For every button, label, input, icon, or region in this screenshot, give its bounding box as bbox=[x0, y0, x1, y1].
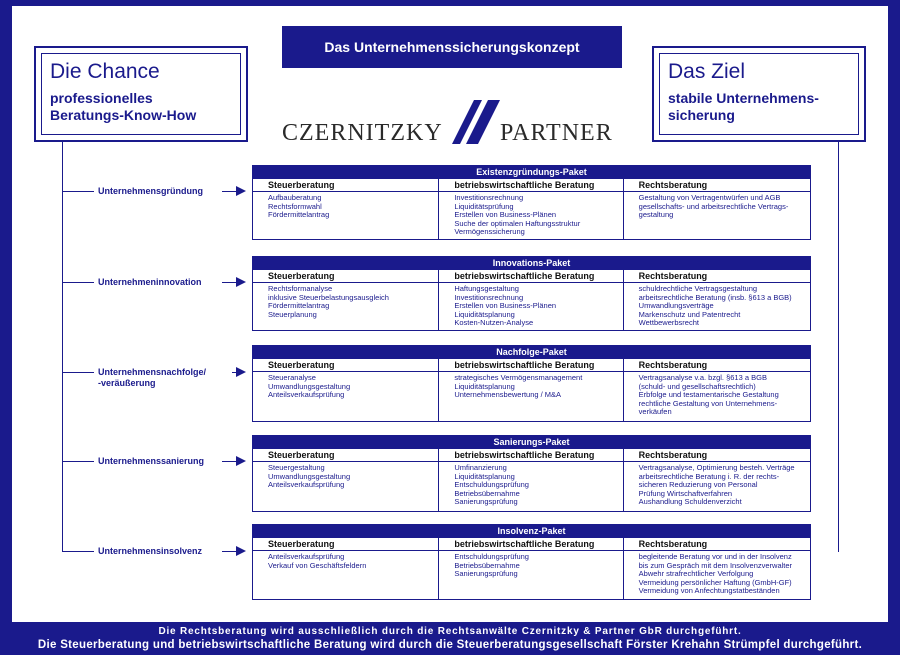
list-item: Markenschutz und Patentrecht bbox=[638, 309, 741, 319]
left-connector-line bbox=[62, 140, 63, 552]
stage-label: Unternehmeninnovation bbox=[98, 277, 202, 287]
chance-line-2: Beratungs-Know-How bbox=[50, 107, 197, 123]
column-header: betriebswirtschaftliche Beratung bbox=[439, 538, 622, 551]
list-item: Betriebsübernahme bbox=[454, 560, 520, 570]
branch-line bbox=[62, 551, 94, 552]
column-header: Steuerberatung bbox=[253, 359, 438, 372]
logo-word-right: PARTNER bbox=[500, 120, 613, 146]
list-item: Rechtsformanalyse bbox=[268, 284, 333, 293]
column-steuer bbox=[253, 538, 439, 599]
column-header: Steuerberatung bbox=[253, 179, 438, 192]
arrow-line bbox=[222, 282, 236, 283]
list-item: gestaltung bbox=[638, 210, 674, 220]
package-title: Nachfolge-Paket bbox=[253, 346, 810, 359]
branch-line bbox=[62, 372, 94, 373]
column-bwl bbox=[439, 449, 623, 511]
list-item: Sanierungsprüfung bbox=[454, 569, 518, 579]
branch-line bbox=[62, 191, 94, 192]
list-item: Anteilsverkaufsprüfung bbox=[268, 552, 345, 561]
list-item: Liquiditätsplanung bbox=[454, 471, 515, 481]
column-bwl bbox=[439, 538, 623, 599]
package-title: Existenzgründungs-Paket bbox=[253, 166, 810, 179]
list-item: Prüfung Wirtschaftverfahren bbox=[638, 488, 733, 498]
ziel-heading: Das Ziel bbox=[668, 60, 746, 83]
list-item: Liquiditätsprüfung bbox=[454, 201, 514, 211]
column-recht bbox=[624, 449, 810, 511]
arrow-right-icon bbox=[236, 546, 246, 556]
list-item: Suche der optimalen Haftungsstruktur bbox=[454, 218, 581, 228]
column-bwl bbox=[439, 179, 623, 239]
list-item: verkäufen bbox=[638, 407, 672, 417]
list-item: inklusive Steuerbelastungsausgleich bbox=[268, 292, 389, 302]
column-recht bbox=[624, 359, 810, 421]
list-item: Umfinanzierung bbox=[454, 463, 507, 472]
list-item: Steuergestaltung bbox=[268, 463, 325, 472]
list-item: Investitionsrechnung bbox=[454, 292, 524, 302]
list-item: Abwehr strafrechtlicher Verfolgung bbox=[638, 569, 754, 579]
chance-line-1: professionelles bbox=[50, 90, 153, 106]
list-item: Vermögenssicherung bbox=[454, 227, 525, 237]
list-item: Anteilsverkaufsprüfung bbox=[268, 480, 345, 490]
arrow-line bbox=[222, 191, 236, 192]
list-item: Verkauf von Geschäftsfeldern bbox=[268, 560, 367, 570]
column-steuer bbox=[253, 449, 439, 511]
column-header: betriebswirtschaftliche Beratung bbox=[439, 179, 622, 192]
list-item: Erstellen von Business-Plänen bbox=[454, 301, 557, 311]
list-item: Liquiditätsplanung bbox=[454, 309, 515, 319]
package-existenzgruendung bbox=[252, 165, 811, 240]
list-item: Aufbauberatung bbox=[268, 193, 322, 202]
chance-subtitle bbox=[50, 90, 196, 124]
stage-label bbox=[98, 367, 206, 389]
list-item: Investitionsrechnung bbox=[454, 193, 524, 202]
column-header: Steuerberatung bbox=[253, 270, 438, 283]
column-bwl bbox=[439, 270, 623, 330]
package-nachfolge bbox=[252, 345, 811, 422]
left-frame bbox=[0, 0, 12, 622]
logo-word-left: CZERNITZKY bbox=[282, 120, 443, 146]
list-item: bis zum Gespräch mit dem Insolvenzverwalter bbox=[638, 560, 793, 570]
list-item: Erbfolge und testamentarische Gestaltung bbox=[638, 390, 779, 400]
chance-box bbox=[34, 46, 248, 142]
list-item: Sanierungsprüfung bbox=[454, 497, 518, 507]
list-item: rechtliche Gestaltung von Unternehmens- bbox=[638, 398, 778, 408]
arrow-right-icon bbox=[236, 456, 246, 466]
list-item: Entschuldungsprüfung bbox=[454, 552, 529, 561]
column-header: betriebswirtschaftliche Beratung bbox=[439, 270, 622, 283]
list-item: Aushandlung Schuldenverzicht bbox=[638, 497, 742, 507]
column-recht bbox=[624, 270, 810, 330]
stage-label: Unternehmensinsolvenz bbox=[98, 546, 203, 556]
column-header: Rechtsberatung bbox=[624, 359, 810, 372]
list-item: Gestaltung von Vertragentwürfen und AGB bbox=[638, 193, 781, 202]
list-item: begleitende Beratung vor und in der Insolvenz bbox=[638, 552, 792, 561]
arrow-line bbox=[222, 551, 236, 552]
ziel-line-2: sicherung bbox=[668, 107, 735, 123]
list-item: Liquiditätsplanung bbox=[454, 381, 515, 391]
arrow-line bbox=[222, 461, 236, 462]
package-innovation bbox=[252, 256, 811, 331]
arrow-right-icon bbox=[236, 277, 246, 287]
footer-line-1: Die Rechtsberatung wird ausschließlich durch die Rechtsanwälte Czernitzky & Partner GbR durchgeführt. bbox=[158, 626, 742, 637]
list-item: Umwandlungsverträge bbox=[638, 301, 714, 311]
footer bbox=[0, 622, 900, 655]
list-item: Haftungsgestaltung bbox=[454, 284, 519, 293]
list-item: Steuerplanung bbox=[268, 309, 317, 319]
stage-label: Unternehmensgründung bbox=[98, 186, 203, 196]
list-item: (schuld- und gesellschaftsrechtlich) bbox=[638, 381, 756, 391]
list-item: Vermeidung persönlicher Haftung (GmbH-GF) bbox=[638, 577, 792, 587]
column-header: betriebswirtschaftliche Beratung bbox=[439, 449, 622, 462]
column-steuer bbox=[253, 179, 439, 239]
column-bwl bbox=[439, 359, 623, 421]
list-item: Unternehmensbewertung / M&A bbox=[454, 390, 562, 400]
stage-label-line-1: Unternehmensnachfolge/ bbox=[98, 367, 207, 377]
page-title: Das Unternehmenssicherungskonzept bbox=[282, 26, 622, 68]
list-item: Fördermittelantrag bbox=[268, 301, 330, 311]
column-header: Rechtsberatung bbox=[624, 449, 810, 462]
list-item: Anteilsverkaufsprüfung bbox=[268, 390, 345, 400]
column-steuer bbox=[253, 270, 439, 330]
list-item: Kosten-Nutzen-Analyse bbox=[454, 318, 534, 328]
package-sanierung bbox=[252, 435, 811, 512]
ziel-subtitle bbox=[668, 90, 819, 124]
branch-line bbox=[62, 461, 94, 462]
list-item: Rechtsformwahl bbox=[268, 201, 322, 211]
branch-line bbox=[62, 282, 94, 283]
ziel-line-1: stabile Unternehmens- bbox=[668, 90, 819, 106]
list-item: Umwandlungsgestaltung bbox=[268, 471, 351, 481]
arrow-right-icon bbox=[236, 367, 246, 377]
column-header: Rechtsberatung bbox=[624, 179, 810, 192]
logo-slash-icon bbox=[448, 100, 508, 144]
package-insolvenz bbox=[252, 524, 811, 600]
list-item: Umwandlungsgestaltung bbox=[268, 381, 351, 391]
list-item: Vertragsanalyse, Optimierung besteh. Verträge bbox=[638, 463, 795, 472]
list-item: Vermeidung von Anfechtungstatbeständen bbox=[638, 586, 780, 596]
footer-line-2: Die Steuerberatung und betriebswirtschaftliche Beratung wird durch die Steuerberatungsgesellschaft Förster Krehahn Strümpfel durchgeführt. bbox=[37, 639, 863, 651]
list-item: arbeitsrechtliche Beratung (insb. §613 a BGB) bbox=[638, 292, 792, 302]
list-item: arbeitsrechtliche Beratung i. R. der rechts- bbox=[638, 471, 780, 481]
stage-label: Unternehmenssanierung bbox=[98, 456, 205, 466]
column-recht bbox=[624, 179, 810, 239]
arrow-right-icon bbox=[236, 186, 246, 196]
list-item: Entschuldungsprüfung bbox=[454, 480, 529, 490]
list-item: Betriebsübernahme bbox=[454, 488, 520, 498]
list-item: sicheren Reduzierung von Personal bbox=[638, 480, 758, 490]
column-header: Steuerberatung bbox=[253, 449, 438, 462]
column-steuer bbox=[253, 359, 439, 421]
list-item: Wettbewerbsrecht bbox=[638, 318, 699, 328]
list-item: schuldrechtliche Vertragsgestaltung bbox=[638, 284, 758, 293]
package-title: Innovations-Paket bbox=[253, 257, 810, 270]
column-header: Steuerberatung bbox=[253, 538, 438, 551]
frame-inner bbox=[12, 6, 888, 20]
column-recht bbox=[624, 538, 810, 599]
right-connector-line bbox=[838, 140, 839, 552]
right-frame bbox=[888, 0, 900, 622]
column-header: Rechtsberatung bbox=[624, 538, 810, 551]
list-item: strategisches Vermögensmanagement bbox=[454, 373, 583, 382]
list-item: Steueranalyse bbox=[268, 373, 316, 382]
company-logo bbox=[282, 100, 622, 150]
stage-label-line-2: -veräußerung bbox=[98, 378, 156, 388]
column-header: Rechtsberatung bbox=[624, 270, 810, 283]
list-item: Vertragsanalyse v.a. bzgl. §613 a BGB bbox=[638, 373, 767, 382]
package-title: Insolvenz-Paket bbox=[253, 525, 810, 538]
ziel-box bbox=[652, 46, 866, 142]
list-item: Fördermittelantrag bbox=[268, 210, 330, 220]
list-item: gesellschafts- und arbeitsrechtliche Vertrags- bbox=[638, 201, 789, 211]
list-item: Erstellen von Business-Plänen bbox=[454, 210, 557, 220]
package-title: Sanierungs-Paket bbox=[253, 436, 810, 449]
chance-heading: Die Chance bbox=[50, 60, 160, 83]
column-header: betriebswirtschaftliche Beratung bbox=[439, 359, 622, 372]
